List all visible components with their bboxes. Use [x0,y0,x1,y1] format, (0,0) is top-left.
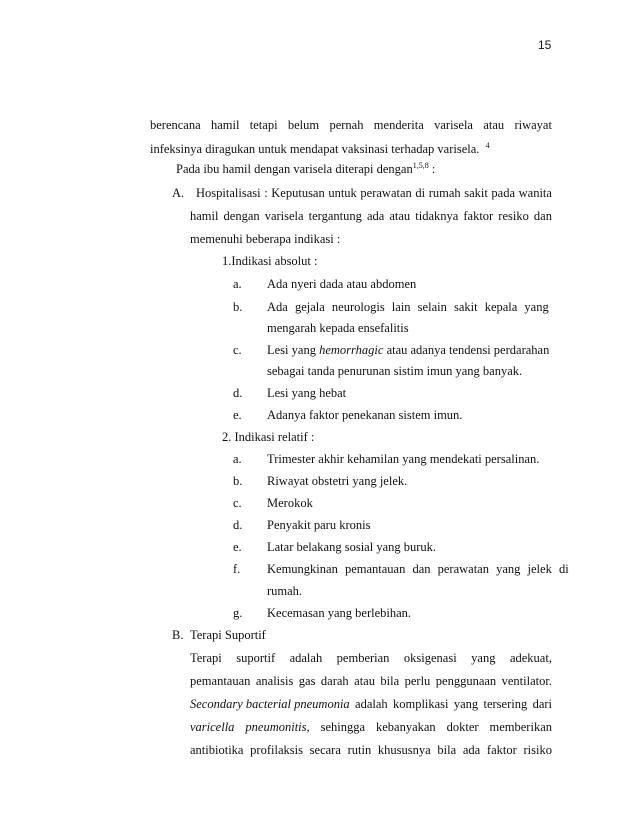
word: perawatan [360,186,412,200]
text-line-2 [150,142,490,156]
word: ventilator. [501,674,552,688]
word: profilaksis [250,743,303,757]
word: dari [532,697,552,711]
word: faktor [486,743,517,757]
word: analisis [255,674,294,688]
section-b-line-4 [190,720,552,734]
word: pemantauan [190,674,251,688]
word: Keputusan [271,186,325,200]
list-marker: a. [233,452,242,466]
word: rutin [347,743,372,757]
word: : [264,186,268,200]
word: tidaknya [415,209,459,223]
word: pemberian [336,651,390,665]
list-item: Latar belakang sosial yang buruk. [267,540,437,554]
word: resiko [498,209,529,223]
line-end: : [428,162,436,176]
list-item [267,343,549,357]
list-item: Lesi yang hebat [267,386,347,400]
list-item: Kemungkinan pemantauan dan perawatan yang jelek di [267,562,569,576]
word: atau [389,209,411,223]
word: ada [366,209,385,223]
page-number: 15 [538,38,552,52]
word: penggunaan [435,674,497,688]
list-marker: b. [233,300,243,314]
word: adekuat, [509,651,552,665]
list-item: Adanya faktor penekanan sistem imun. [267,408,463,422]
word: tergantung [308,209,362,223]
word: khususnya [377,743,431,757]
list-marker: f. [233,562,241,576]
word: adalah [289,651,323,665]
section-a-letter: A. [172,186,185,200]
word: ada [462,743,481,757]
citation-ref: 1,5,8 [412,161,429,170]
word: menderita [373,118,424,132]
absolut-heading: 1.Indikasi absolut : [222,254,318,268]
word: bila [437,743,457,757]
word: risiko [523,743,552,757]
italic-term: varicella [190,720,235,734]
word: hamil [190,209,219,223]
text-line-1 [150,118,552,132]
text-line-3 [176,162,435,176]
list-item: Trimester akhir kehamilan yang mendekati persalinan. [267,452,540,466]
list-item-text: atau adanya tendensi perdarahan [383,343,550,357]
word: adalah [355,697,388,711]
word: pada [491,186,516,200]
italic-term: hemorrhagic [319,343,384,357]
list-item-continued: mengarah kepada ensefalitis [267,321,409,335]
word: berencana [150,118,201,132]
list-item-text: Lesi yang [267,343,320,357]
section-b-title: Terapi Suportif [190,628,266,642]
italic-term: pneumonitis, [245,720,310,734]
word: secara [309,743,341,757]
relatif-heading: 2. Indikasi relatif : [222,430,315,444]
list-marker: e. [233,540,242,554]
word: tersering [483,697,528,711]
word: memberikan [489,720,552,734]
section-b-line-3 [190,697,552,711]
word: gas [298,674,316,688]
section-a-line-2 [190,209,552,223]
word: varisela [264,209,304,223]
list-item-continued: rumah. [267,584,303,598]
word: rumah [428,186,461,200]
word: sehingga [320,720,366,734]
word: riwayat [514,118,552,132]
word: pernah [329,118,364,132]
list-marker: g. [233,606,243,620]
word: yang [453,697,479,711]
word: varisela [434,118,473,132]
section-b-letter: B. [172,628,184,642]
word: faktor [463,209,494,223]
word: hamil [210,118,240,132]
word: Hospitalisasi [196,186,261,200]
list-marker: e. [233,408,242,422]
word: Terapi [190,651,222,665]
section-b-line-5 [190,743,552,757]
list-item: Merokok [267,496,313,510]
list-marker: d. [233,386,243,400]
word: kebanyakan [375,720,436,734]
section-a-line-1 [196,186,552,200]
list-item: Riwayat obstetri yang jelek. [267,474,408,488]
word: oksigenasi [403,651,457,665]
list-marker: b. [233,474,243,488]
word: dan [533,209,552,223]
word: belum [287,118,320,132]
word: suportif [236,651,276,665]
list-marker: a. [233,277,242,291]
list-marker: c. [233,496,242,510]
word: atau [354,674,375,688]
word: yang [471,651,496,665]
list-item-text: Ada gejala neurologis lain selain sakit kepala yang [267,300,549,314]
line-text: infeksinya diragukan untuk mendapat vaksinasi terhadap varisela. [150,142,480,156]
word: darah [320,674,349,688]
word: perlu [404,674,431,688]
line-text: Pada ibu hamil dengan varisela diterapi dengan [176,162,413,176]
word: dokter [446,720,479,734]
list-item [267,300,552,314]
list-item: Kecemasan yang berlebihan. [267,606,412,620]
word: untuk [328,186,357,200]
word: wanita [518,186,552,200]
word: antibiotika [190,743,244,757]
citation-ref: 4 [485,141,490,150]
list-item-continued: sebagai tanda penurunan sistim imun yang banyak. [267,364,523,378]
word: tetapi [249,118,278,132]
word: atau [483,118,505,132]
italic-term: Secondary bacterial pneumonia [190,697,350,711]
list-item: Penyakit paru kronis [267,518,371,532]
section-b-line-2 [190,674,552,688]
section-b-line-1 [190,651,552,665]
word: di [415,186,426,200]
list-item: Ada nyeri dada atau abdomen [267,277,417,291]
word: bila [380,674,400,688]
word: komplikasi [392,697,449,711]
word: sakit [464,186,488,200]
word: dengan [223,209,260,223]
section-a-line-3: memenuhi beberapa indikasi : [190,232,341,246]
list-marker: c. [233,343,242,357]
list-marker: d. [233,518,243,532]
